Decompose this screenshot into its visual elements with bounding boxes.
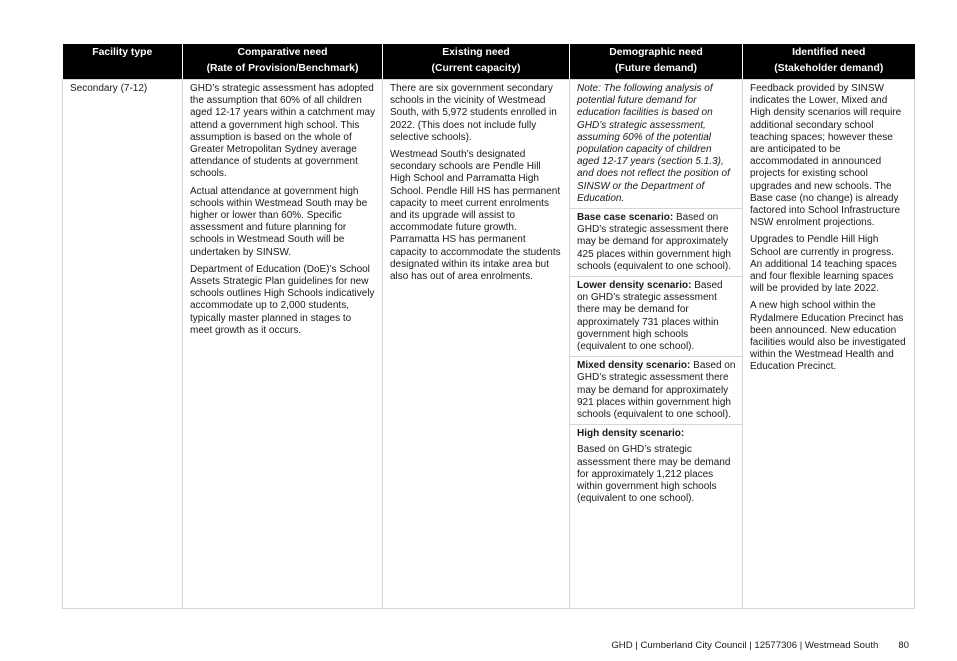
header-subtitle: (Future demand) — [615, 63, 697, 74]
header-existing-need — [383, 44, 570, 80]
paragraph: GHD’s strategic assessment has adopted the assumption that 60% of all children aged 12-17 years within a catchment may attend a government high school. This assumption is based on the whole of Greater Metropolitan Sydney average attendance of students at government schools. — [190, 83, 376, 180]
header-row — [63, 44, 915, 80]
scenario-label: Base case scenario: — [577, 212, 674, 224]
header-title: Identified need — [792, 47, 866, 58]
header-subtitle: (Current capacity) — [431, 63, 521, 74]
paragraph: Actual attendance at government high schools within Westmead South may be higher or lower than 60%. Specific assessment and future planning for schools in Westmead South will be undertaken by SINSW. — [190, 185, 368, 258]
header-demographic-need — [570, 44, 743, 80]
paragraph: Upgrades to Pendle Hill High School are currently in progress. An additional 14 teaching spaces and four flexible learning spaces will be provided by late 2022. — [750, 234, 897, 295]
header-title: Demographic need — [609, 47, 703, 58]
scenario-text: Based on GHD’s strategic assessment there may be demand for approximately 425 places within government high schools (equivalent to one school). — [577, 212, 731, 272]
scenario-label: Mixed density scenario: — [577, 360, 691, 372]
note-text: Note: The following analysis of potential future demand for education facilities is based on GHD’s strategic assessment, assuming 60% of the potential population capacity of children aged 12-17 years (section 5.1.3), and does not reflect the position of SINSW or the Department of Education. — [577, 83, 730, 204]
scenario-label: Lower density scenario: — [577, 280, 692, 292]
cell-comparative-need — [183, 80, 383, 609]
scenario-text: Based on GHD’s strategic assessment there may be demand for approximately 731 places within government high schools (equivalent to one school). — [577, 280, 723, 353]
header-title: Comparative need — [237, 47, 328, 58]
header-comparative-need — [183, 44, 383, 80]
scenario-label: High density scenario: — [577, 428, 685, 440]
page-footer — [611, 640, 909, 651]
header-title: Existing need — [442, 47, 510, 58]
paragraph: Westmead South’s designated secondary schools are Pendle Hill High School and Parramatta High School. Pendle Hill HS has permanent capacity to meet current enrolments and its upgrade will assist to accommodate future growth. Parramatta HS has permanent capacity to accommodate the students designated within its intake area but also has out of area enrolments. — [390, 149, 561, 283]
header-subtitle: (Rate of Provision/Benchmark) — [206, 63, 359, 74]
header-facility-type — [63, 44, 183, 80]
header-identified-need — [743, 44, 915, 80]
facility-type-text: Secondary (7-12) — [70, 83, 148, 94]
cell-facility-type — [63, 80, 183, 609]
page-number: 80 — [898, 640, 909, 651]
cell-demographic-need — [570, 80, 743, 609]
cell-identified-need — [743, 80, 915, 609]
table-row — [63, 80, 915, 609]
high-density-scenario — [570, 425, 742, 508]
footer-text: GHD | Cumberland City Council | 12577306 | Westmead South — [611, 640, 879, 651]
scenario-text: Based on GHD’s strategic assessment there may be demand for approximately 921 places within government high schools (equivalent to one school). — [577, 360, 736, 421]
cell-existing-need — [383, 80, 570, 609]
needs-table — [62, 44, 915, 609]
header-subtitle: (Stakeholder demand) — [774, 63, 884, 74]
paragraph: There are six government secondary schools in the vicinity of Westmead South, with 5,972 students enrolled in 2022. (This does not include fully selective schools). — [390, 83, 557, 143]
demographic-note — [570, 80, 742, 209]
header-title: Facility type — [92, 47, 153, 58]
paragraph: A new high school within the Rydalmere Education Precinct has been announced. New education facilities would also be investigated within the Westmead Health and Education Precinct. — [750, 300, 906, 373]
paragraph: Department of Education (DoE)’s School Assets Strategic Plan guidelines for new schools outlines High Schools indicatively accommodate up to 2,000 students, typically master planned in stages to meet growth as it occurs. — [190, 263, 375, 336]
paragraph: Feedback provided by SINSW indicates the Lower, Mixed and High density scenarios will require additional secondary school teaching spaces; however these are anticipated to be accommodated in announced projects for existing school upgrades and new schools. The Base case (no change) is already factored into School Infrastructure NSW enrolment projections. — [750, 83, 902, 229]
base-case-scenario — [570, 209, 742, 277]
scenario-text: Based on GHD’s strategic assessment there may be demand for approximately 1,212 places within government high schools (equivalent to one school). — [577, 444, 731, 505]
lower-density-scenario — [570, 277, 742, 357]
mixed-density-scenario — [570, 357, 742, 425]
